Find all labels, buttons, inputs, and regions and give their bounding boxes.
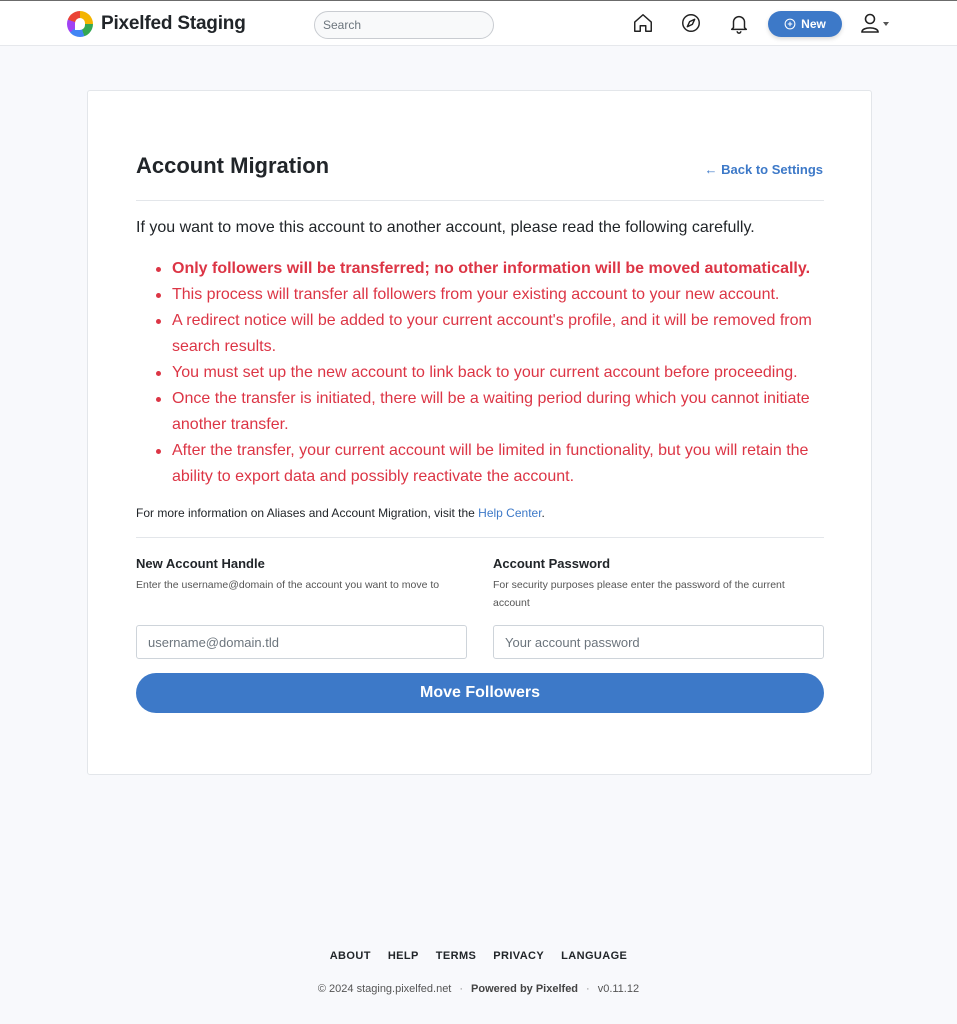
top-navbar [0, 0, 957, 46]
separator-dot: · [459, 983, 464, 995]
help-center-link[interactable]: Help Center [478, 506, 542, 520]
brand-name: Pixelfed Staging [101, 13, 246, 34]
footer-link-language[interactable]: LANGUAGE [561, 950, 628, 962]
warning-item: Once the transfer is initiated, there will be a waiting period during which you cannot initiate another transfer. [136, 386, 826, 438]
page-title: Account Migration [136, 153, 330, 178]
account-password-group [493, 556, 824, 612]
more-info-prefix: For more information on Aliases and Account Migration, visit the [136, 506, 479, 520]
warning-item: Only followers will be transferred; no other information will be moved automatically. [136, 256, 826, 282]
more-info-suffix: . [541, 506, 545, 520]
more-info-text [136, 506, 545, 520]
new-account-handle-group [136, 556, 467, 612]
copyright-text: © 2024 staging.pixelfed.net [317, 983, 452, 995]
warning-item: You must set up the new account to link back to your current account before proceeding. [136, 360, 826, 386]
pixelfed-logo-icon [67, 11, 93, 37]
footer-link-help[interactable]: HELP [387, 950, 419, 962]
warning-item: A redirect notice will be added to your current account's profile, and it will be removed from search results. [136, 308, 826, 360]
brand-link[interactable] [67, 11, 246, 37]
explore-icon[interactable] [680, 12, 702, 34]
separator-dot: · [586, 983, 590, 995]
new-account-handle-help: Enter the username@domain of the account you want to move to [136, 579, 440, 591]
account-password-input[interactable] [493, 625, 824, 659]
user-menu-dropdown[interactable] [860, 12, 889, 34]
footer-link-privacy[interactable]: PRIVACY [493, 950, 545, 962]
warning-list [136, 256, 826, 490]
warning-item: After the transfer, your current account will be limited in functionality, but you will retain the ability to export data and possibly reactivate the account. [136, 438, 826, 490]
new-post-button[interactable] [768, 11, 842, 37]
account-password-label: Account Password [493, 556, 611, 571]
home-icon[interactable] [632, 12, 654, 34]
plus-circle-icon [784, 18, 796, 30]
move-followers-button[interactable]: Move Followers [136, 673, 824, 713]
account-migration-card [87, 90, 872, 775]
account-password-help: For security purposes please enter the password of the current account [493, 579, 785, 609]
footer-meta [0, 983, 957, 995]
footer-nav [0, 950, 957, 962]
search-input[interactable] [314, 11, 494, 39]
new-button-label: New [801, 17, 826, 31]
chevron-down-icon [883, 22, 889, 26]
user-icon [860, 12, 880, 34]
back-to-settings-link[interactable]: ← Back to Settings [704, 162, 823, 177]
divider [136, 200, 824, 201]
footer-link-terms[interactable]: TERMS [435, 950, 477, 962]
bell-icon[interactable] [728, 12, 750, 34]
divider [136, 537, 824, 538]
new-account-handle-label: New Account Handle [136, 556, 265, 571]
version-text: v0.11.12 [597, 983, 640, 995]
intro-text: If you want to move this account to another account, please read the following carefully. [136, 219, 755, 236]
warning-item: This process will transfer all followers from your existing account to your new account. [136, 282, 826, 308]
footer-link-about[interactable]: ABOUT [329, 950, 371, 962]
new-account-handle-input[interactable] [136, 625, 467, 659]
powered-by-link[interactable]: Powered by Pixelfed [471, 983, 579, 995]
